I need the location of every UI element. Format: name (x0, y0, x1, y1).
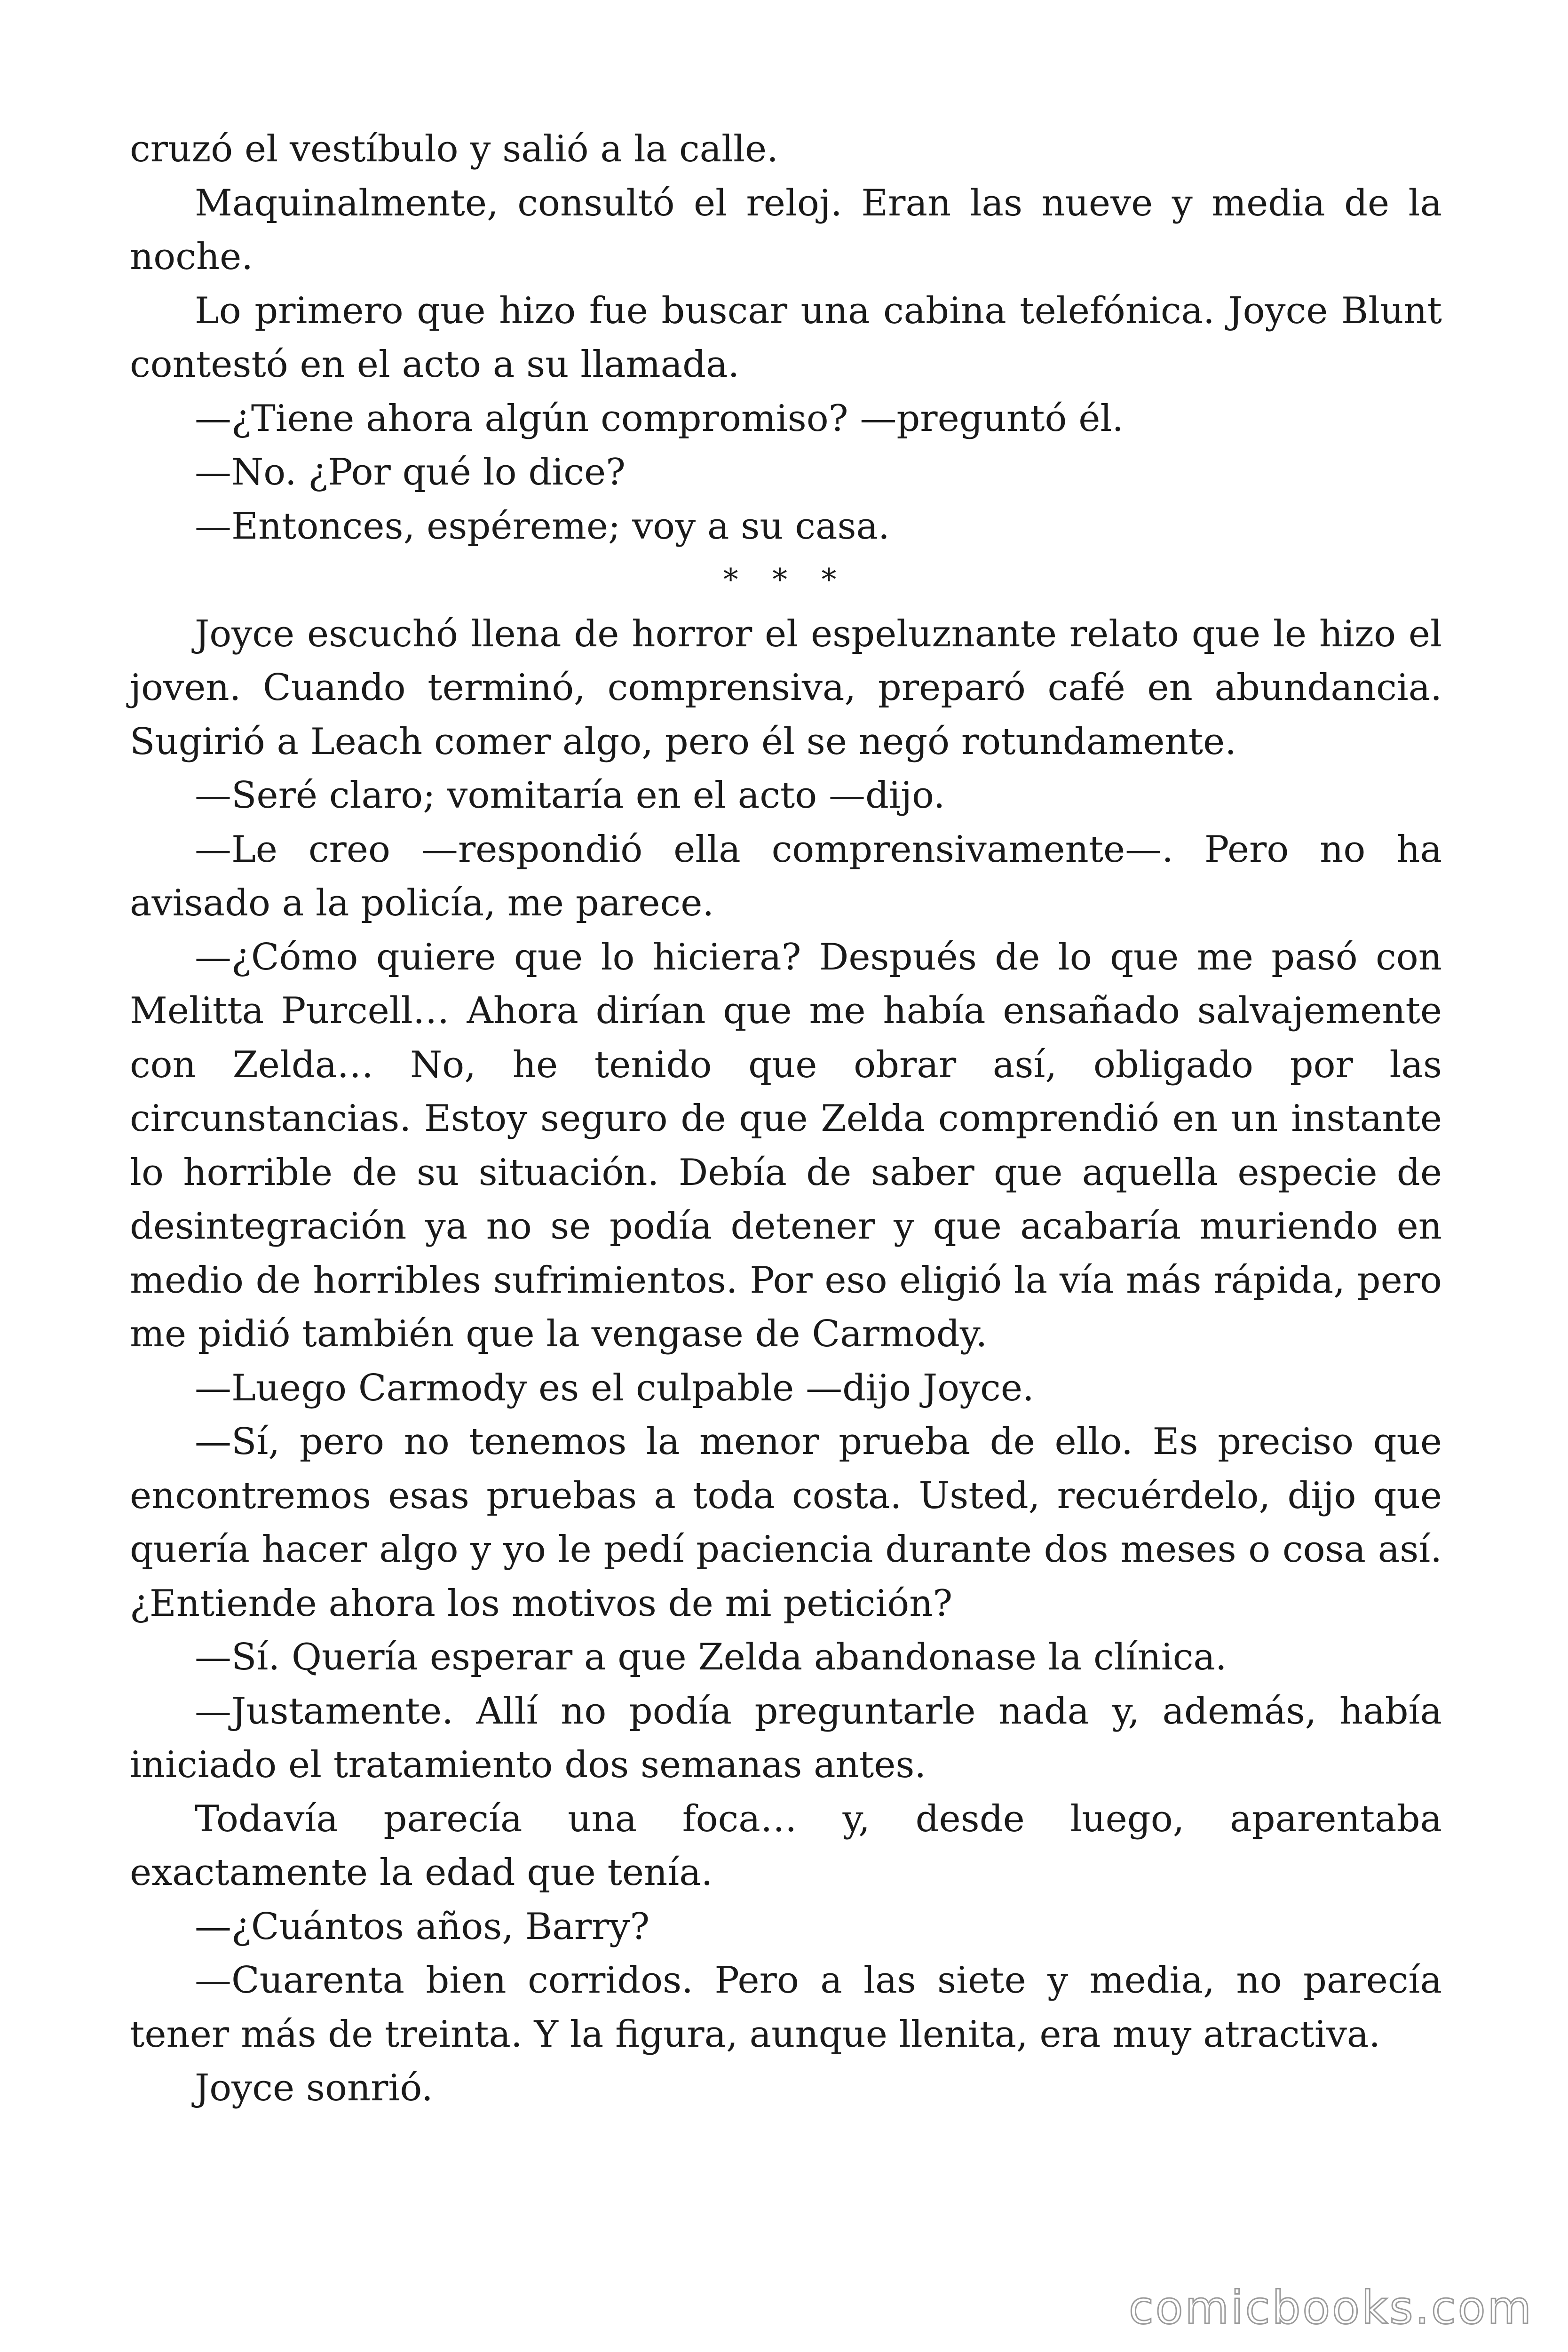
paragraph: cruzó el vestíbulo y salió a la calle. (130, 128, 778, 170)
paragraph: Lo primero que hizo fue buscar una cabina telefónica. Joyce Blunt contestó en el acto a su llamada. (130, 289, 1442, 386)
paragraph: Maquinalmente, consultó el reloj. Eran las nueve y media de la noche. (130, 182, 1442, 278)
watermark-logo: comicbooks.com (1128, 2281, 1533, 2334)
paragraph: —No. ¿Por qué lo dice? (195, 451, 626, 493)
paragraph: Todavía parecía una foca… y, desde luego, aparentaba exactamente la edad que tenía. (130, 1797, 1442, 1894)
paragraph: —Le creo —respondió ella comprensivamente—. Pero no ha avisado a la policía, me parece. (130, 828, 1442, 924)
paragraph: —¿Cómo quiere que lo hiciera? Después de lo que me pasó con Melitta Purcell… Ahora dirían que me había ensañado salvajemente con Zelda… No, he tenido que obrar así, obligado por las circunstancias. Estoy seguro de que Zelda comprendió en un instante lo horrible de su situación. Debía de saber que aquella especie de desintegración ya no se podía detener y que acabaría muriendo en medio de horribles sufrimientos. Por eso eligió la vía más rápida, pero me pidió también que la vengase de Carmody. (130, 936, 1442, 1355)
paragraph: —Sí. Quería esperar a que Zelda abandonase la clínica. (195, 1636, 1227, 1678)
text-block-before-break (130, 122, 1442, 553)
paragraph: —Sí, pero no tenemos la menor prueba de ello. Es preciso que encontremos esas pruebas a toda costa. Usted, recuérdelo, dijo que quería hacer algo y yo le pedí paciencia durante dos meses o cosa así. ¿Entiende ahora los motivos de mi petición? (130, 1421, 1442, 1625)
paragraph: —Cuarenta bien corridos. Pero a las siete y media, no parecía tener más de treinta. Y la figura, aunque llenita, era muy atractiva. (130, 1959, 1442, 2056)
page-body (130, 122, 1442, 2115)
paragraph: —Entonces, espéreme; voy a su casa. (195, 505, 890, 548)
section-break: * * * (723, 563, 849, 597)
paragraph: Joyce escuchó llena de horror el espeluznante relato que le hizo el joven. Cuando terminó, comprensiva, preparó café en abundancia. Sugirió a Leach comer algo, pero él se negó rotundamente. (130, 612, 1442, 763)
paragraph: Joyce sonrió. (195, 2067, 433, 2109)
paragraph: —¿Tiene ahora algún compromiso? —preguntó él. (195, 397, 1124, 440)
paragraph: —Seré claro; vomitaría en el acto —dijo. (195, 774, 945, 817)
paragraph: —¿Cuántos años, Barry? (195, 1905, 650, 1948)
paragraph: —Luego Carmody es el culpable —dijo Joyce. (195, 1367, 1034, 1409)
text-block-after-break (130, 607, 1442, 2115)
paragraph: —Justamente. Allí no podía preguntarle nada y, además, había iniciado el tratamiento dos semanas antes. (130, 1690, 1442, 1786)
